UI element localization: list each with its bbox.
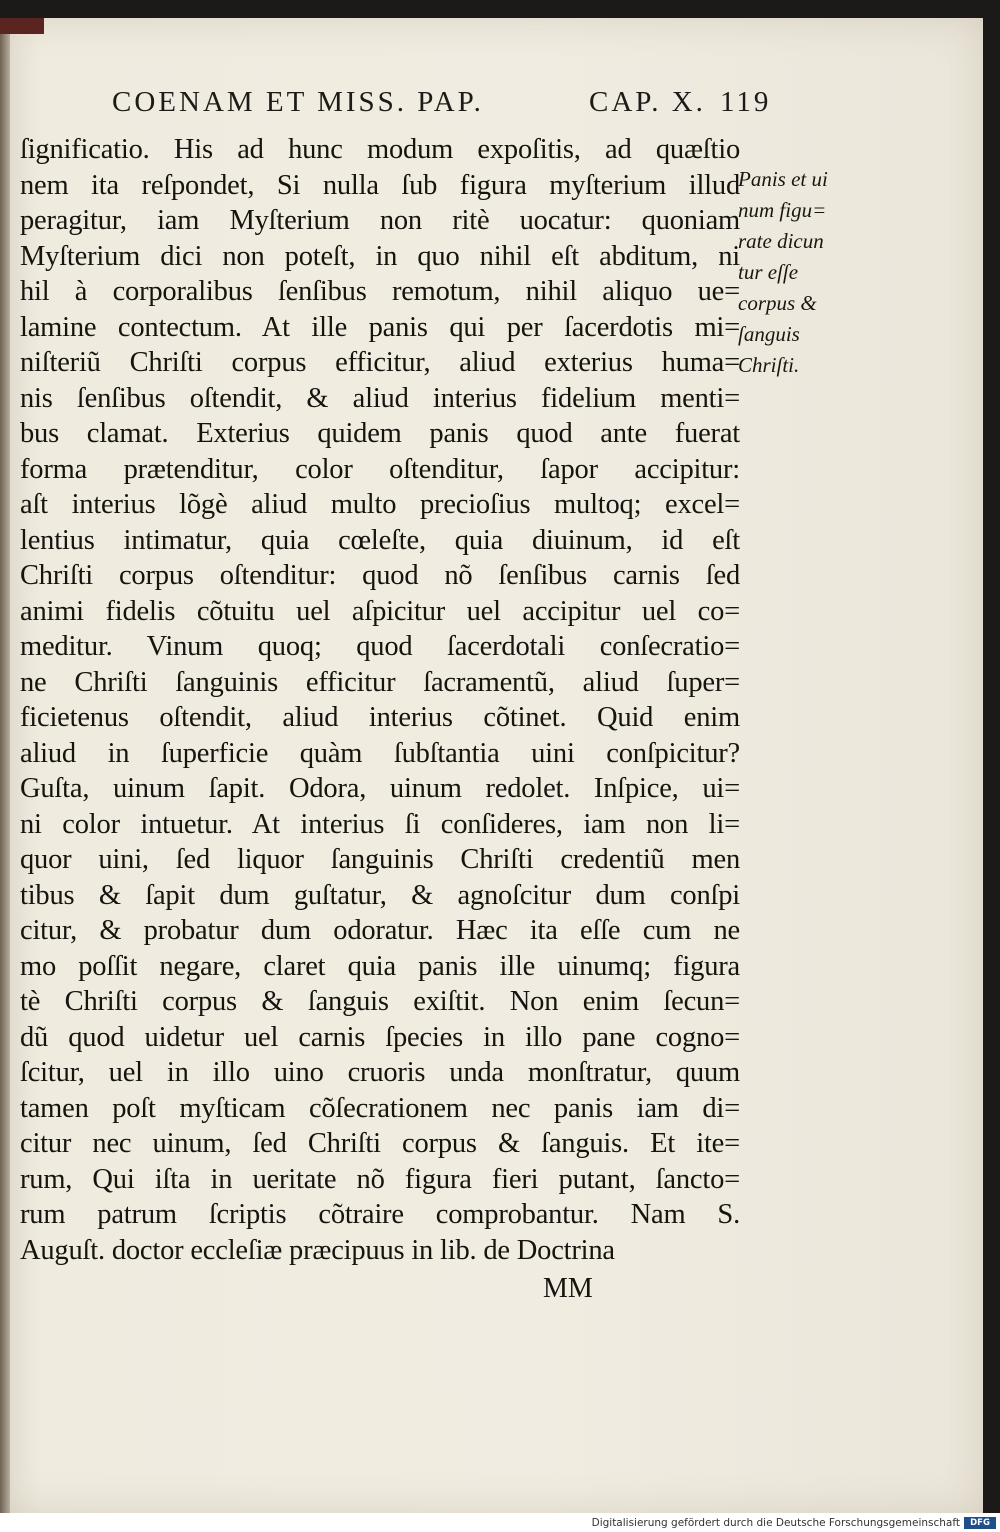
text-line: bus clamat. Exterius quidem panis quod ante fuerat (20, 418, 740, 449)
text-line: dũ quod uidetur uel carnis ſpecies in illo pane cogno= (20, 1021, 740, 1053)
text-line: tamen poſt myſticam cõſecrationem nec panis iam di= (20, 1092, 740, 1124)
text-line: ne Chriſti ſanguinis efficitur ſacramentũ, aliud ſuper= (20, 666, 740, 698)
text-line: aliud in ſuperficie quàm ſubſtantia uini conſpicitur? (20, 737, 740, 769)
text-line: hil à corporalibus ſenſibus remotum, nihil aliquo ue= (20, 276, 740, 307)
text-line: tè Chriſti corpus & ſanguis exiſtit. Non enim ſecun= (20, 986, 740, 1017)
text-line: lamine contectum. At ille panis qui per ſacerdotis mi= (20, 311, 740, 343)
text-line: aſt interius lõgè aliud multo precioſius multoq; excel= (20, 489, 740, 520)
text-line: nis ſenſibus oſtendit, & aliud interius fidelium menti= (20, 382, 740, 414)
marginal-note (738, 164, 848, 381)
text-line: animi fidelis cõtuitu uel aſpicitur uel accipitur uel co= (20, 595, 740, 627)
margin-line: corpus & (738, 291, 817, 315)
text-line: citur, & probatur dum odoratur. Hæc ita eſſe cum ne (20, 915, 740, 946)
dfg-logo-icon: DFG (964, 1517, 996, 1529)
margin-line: tur eſſe (738, 260, 799, 284)
text-line: ſcitur, uel in illo uino cruoris unda monſtratur, quum (20, 1057, 740, 1088)
funding-credit: Digitalisierung gefördert durch die Deutsche Forschungsgemeinschaft (591, 1517, 960, 1529)
text-line: ni color intuetur. At interius ſi conſideres, iam non li= (20, 808, 740, 840)
running-header (112, 86, 792, 126)
text-line: Myſterium dici non poteſt, in quo nihil eſt abditum, ni (20, 240, 740, 272)
margin-line: ſanguis (738, 322, 800, 346)
body-text (20, 132, 740, 1268)
text-line: peragitur, iam Myſterium non ritè uocatur: quoniam (20, 205, 740, 236)
text-line: nem ita reſpondet, Si nulla ſub figura myſterium illud (20, 169, 740, 201)
text-line: mo poſſit negare, claret quia panis ille uinumq; figura (20, 950, 740, 982)
margin-line: rate dicun (738, 229, 824, 253)
text-line: lentius intimatur, quia cœleſte, quia diuinum, id eſt (20, 524, 740, 556)
running-title: COENAM ET MISS. PAP. (112, 86, 484, 118)
text-line: rum, Qui iſta in ueritate nõ figura fieri putant, ſancto= (20, 1163, 740, 1195)
catchword: MM (543, 1273, 593, 1304)
red-corner-mark (0, 18, 44, 34)
margin-line: Panis et ui (738, 167, 828, 191)
margin-line: num figu= (738, 198, 827, 222)
text-line: rum patrum ſcriptis cõtraire comprobantur. Nam S. (20, 1199, 740, 1230)
text-line: tibus & ſapit dum guſtatur, & agnoſcitur dum conſpi (20, 879, 740, 911)
text-line: meditur. Vinum quoq; quod ſacerdotali conſecratio= (20, 631, 740, 662)
text-line: forma prætenditur, color oſtenditur, ſapor accipitur: (20, 453, 740, 485)
text-line: niſteriũ Chriſti corpus efficitur, aliud exterius huma= (20, 347, 740, 378)
text-line: ſignificatio. His ad hunc modum expoſitis, ad quæſtio (20, 134, 740, 165)
text-line: Auguſt. doctor eccleſiæ præcipuus in lib. de Doctrina (20, 1234, 615, 1266)
text-line: citur nec uinum, ſed Chriſti corpus & ſanguis. Et ite= (20, 1128, 740, 1159)
chapter-label: CAP. X. (589, 86, 706, 118)
text-line: Chriſti corpus oſtenditur: quod nõ ſenſibus carnis ſed (20, 560, 740, 591)
margin-line: Chriſti. (738, 353, 800, 377)
text-line: ficietenus oſtendit, aliud interius cõtinet. Quid enim (20, 702, 740, 733)
text-line: Guſta, uinum ſapit. Odora, uinum redolet. Inſpice, ui= (20, 773, 740, 804)
folio-number: 119 (720, 86, 772, 118)
text-line: quor uini, ſed liquor ſanguinis Chriſti credentiũ men (20, 844, 740, 875)
